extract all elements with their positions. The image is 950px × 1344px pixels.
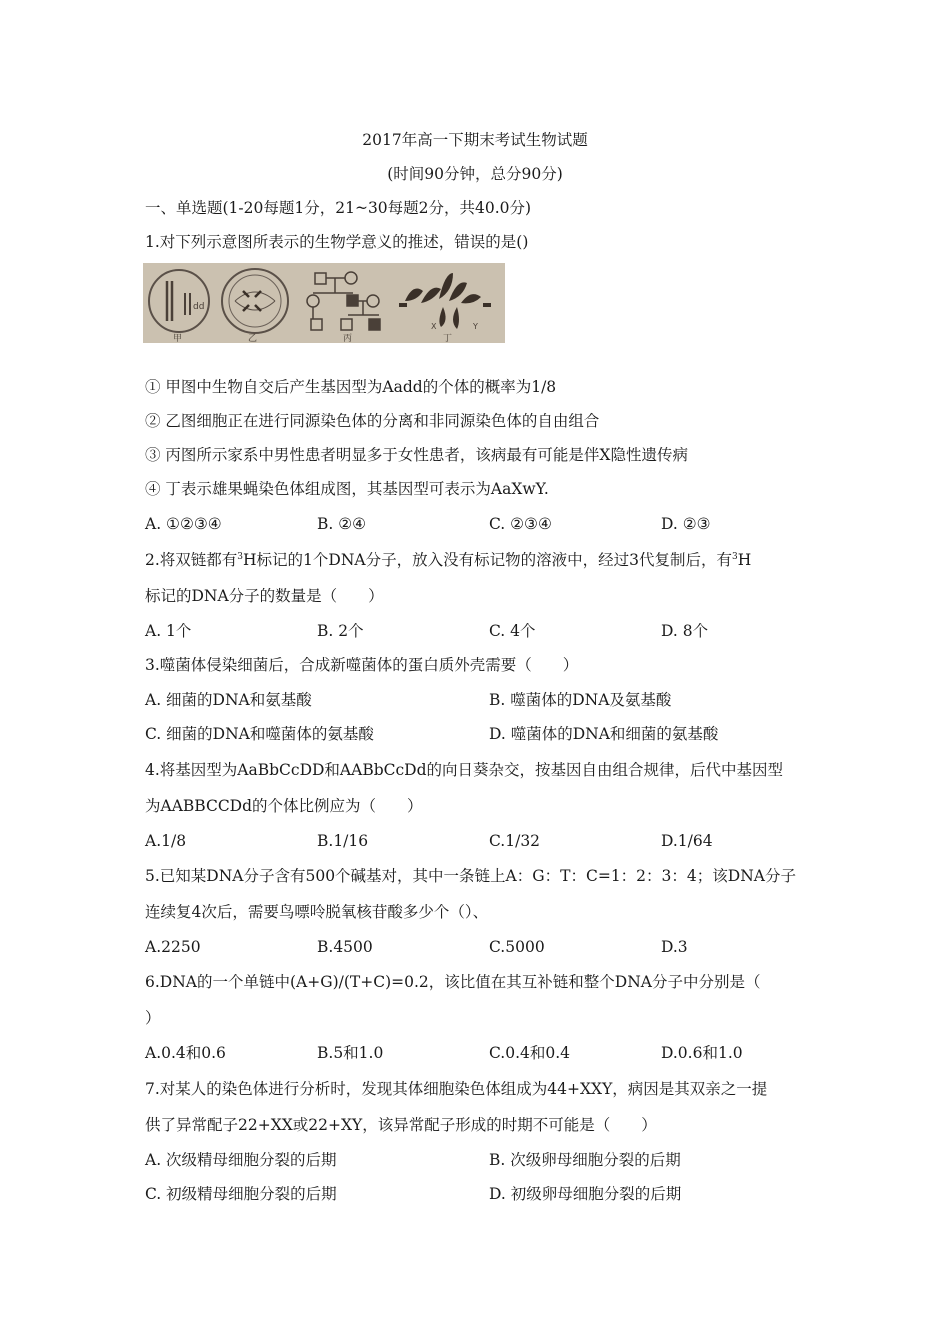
page-subtitle: (时间90分钟，总分90分): [387, 165, 563, 183]
q1-statement-1: ① 甲图中生物自交后产生基因型为Aadd的个体的概率为1/8: [145, 378, 557, 396]
q6-option-c[interactable]: C.0.4和0.4: [489, 1044, 571, 1062]
q3-stem: 3.噬菌体侵染细菌后，合成新噬菌体的蛋白质外壳需要（ ）: [145, 656, 579, 674]
section-heading: 一、单选题(1-20每题1分，21~30每题2分，共40.0分): [145, 199, 532, 217]
q6-stem-line2: ）: [145, 1009, 161, 1027]
figure-label-bing: 丙: [343, 334, 353, 343]
q5-option-a[interactable]: A.2250: [145, 938, 201, 956]
figure-label-jia-genes: dd: [193, 302, 205, 312]
q3-option-a[interactable]: A. 细菌的DNA和氨基酸: [145, 691, 312, 709]
q6-stem-line1: 6.DNA的一个单链中(A+G)/(T+C)=0.2，该比值在其互补链和整个DNA分子中分别是（: [145, 973, 761, 991]
q5-option-c[interactable]: C.5000: [489, 938, 545, 956]
figure-ding-y-label: Y: [473, 322, 478, 331]
q2-option-c[interactable]: C. 4个: [489, 622, 536, 640]
q1-option-c[interactable]: C. ②③④: [489, 515, 552, 533]
q4-stem-line2: 为AABBCCDd的个体比例应为（ ）: [145, 797, 423, 815]
q5-option-d[interactable]: D.3: [661, 938, 688, 956]
q1-figure-drawing: [143, 263, 505, 343]
q1-option-d[interactable]: D. ②③: [661, 515, 711, 533]
q5-options: [145, 937, 825, 957]
q7-option-b[interactable]: B. 次级卵母细胞分裂的后期: [489, 1151, 681, 1169]
q1-option-b[interactable]: B. ②④: [317, 515, 367, 533]
q4-options: [145, 831, 825, 851]
q3-option-d[interactable]: D. 噬菌体的DNA和细菌的氨基酸: [489, 725, 719, 743]
q2-option-b[interactable]: B. 2个: [317, 622, 364, 640]
q1-stem: 1.对下列示意图所表示的生物学意义的推述，错误的是(): [145, 233, 529, 251]
q7-stem-line2: 供了异常配子22+XX或22+XY，该异常配子形成的时期不可能是（ ）: [145, 1116, 657, 1134]
figure-label-jia: 甲: [173, 334, 183, 343]
figure-label-yi: 乙: [248, 334, 258, 343]
q2-text-b: H标记的1个DNA分子，放入没有标记物的溶液中，经过3代复制后，有: [243, 551, 732, 569]
q6-option-d[interactable]: D.0.6和1.0: [661, 1044, 743, 1062]
q4-option-d[interactable]: D.1/64: [661, 832, 713, 850]
q5-stem-line1: 5.已知某DNA分子含有500个碱基对，其中一条链上A：G：T：C=1：2：3：4；该DNA分子: [145, 867, 796, 885]
q7-options-row2: [145, 1184, 825, 1204]
q7-option-a[interactable]: A. 次级精母细胞分裂的后期: [145, 1151, 337, 1169]
page-title: 2017年高一下期末考试生物试题: [362, 131, 588, 149]
q2-sup-2: 3: [731, 551, 738, 562]
q1-option-a[interactable]: A. ①②③④: [145, 515, 222, 533]
q4-option-a[interactable]: A.1/8: [145, 832, 187, 850]
q7-option-d[interactable]: D. 初级卵母细胞分裂的后期: [489, 1185, 682, 1203]
q1-options: [145, 514, 825, 534]
q4-stem-line1: 4.将基因型为AaBbCcDD和AABbCcDd的向日葵杂交，按基因自由组合规律，后代中基因型: [145, 761, 784, 779]
q6-option-a[interactable]: A.0.4和0.6: [145, 1044, 226, 1062]
q7-option-c[interactable]: C. 初级精母细胞分裂的后期: [145, 1185, 337, 1203]
q2-options: [145, 621, 825, 641]
figure-label-ding: 丁: [443, 334, 453, 343]
q1-figure: [143, 263, 505, 343]
q7-stem-line1: 7.对某人的染色体进行分析时，发现其体细胞染色体组成为44+XXY，病因是其双亲之一提: [145, 1080, 768, 1098]
q2-sup-1: 3: [237, 551, 244, 562]
q2-option-d[interactable]: D. 8个: [661, 622, 709, 640]
q2-stem-line2: 标记的DNA分子的数量是（ ）: [145, 587, 384, 605]
q1-statement-2: ② 乙图细胞正在进行同源染色体的分离和非同源染色体的自由组合: [145, 412, 600, 430]
q2-stem-line1: [145, 550, 751, 570]
q4-option-b[interactable]: B.1/16: [317, 832, 369, 850]
q1-statement-4: ④ 丁表示雄果蝇染色体组成图，其基因型可表示为AaXwY.: [145, 480, 549, 498]
q2-option-a[interactable]: A. 1个: [145, 622, 192, 640]
q1-statement-3: ③ 丙图所示家系中男性患者明显多于女性患者，该病最有可能是伴X隐性遗传病: [145, 446, 688, 464]
q2-text-a: 2.将双链都有: [145, 551, 238, 569]
q3-options-row1: [145, 690, 825, 710]
q4-option-c[interactable]: C.1/32: [489, 832, 541, 850]
q7-options-row1: [145, 1150, 825, 1170]
q6-option-b[interactable]: B.5和1.0: [317, 1044, 384, 1062]
q3-options-row2: [145, 724, 825, 744]
q5-option-b[interactable]: B.4500: [317, 938, 373, 956]
q3-option-c[interactable]: C. 细菌的DNA和噬菌体的氨基酸: [145, 725, 374, 743]
q5-stem-line2: 连续复4次后，需要鸟嘌呤脱氧核苷酸多少个（）、: [145, 903, 489, 921]
q3-option-b[interactable]: B. 噬菌体的DNA及氨基酸: [489, 691, 672, 709]
q2-text-c: H: [737, 551, 752, 569]
figure-ding-x-label: X: [431, 322, 437, 331]
q6-options: [145, 1043, 825, 1063]
